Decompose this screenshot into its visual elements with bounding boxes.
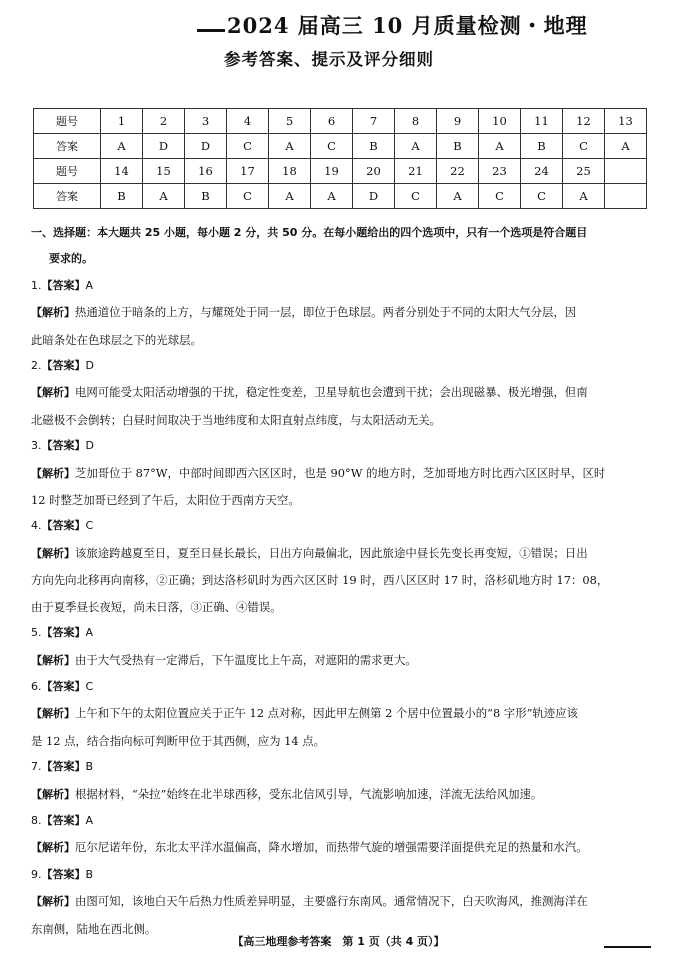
table-cell: 3 (185, 109, 227, 134)
page-subtitle: 参考答案、提示及评分细则 (224, 50, 434, 69)
table-cell: B (521, 134, 563, 159)
table-cell: 18 (269, 159, 311, 184)
analysis-text: 方向先向北移再向南移，②正确；到达洛杉矶时为西六区区时 19 时，西八区区时 17 时，洛杉矶地方时 17：08， (31, 573, 609, 588)
table-cell: D (185, 134, 227, 159)
row-label: 答案 (34, 134, 101, 159)
answer-tag: 【答案】 (41, 679, 86, 693)
row-label: 题号 (34, 109, 101, 134)
table-cell: D (143, 134, 185, 159)
table-cell: A (605, 134, 647, 159)
answer-tag: 【答案】 (41, 519, 86, 533)
answer-letter: D (85, 359, 94, 373)
table-cell (605, 159, 647, 184)
analysis-line (31, 728, 651, 754)
analysis-tag: 【解析】 (31, 653, 75, 667)
table-cell: A (101, 134, 143, 159)
table-cell: A (269, 134, 311, 159)
table-cell: C (227, 184, 269, 209)
table-cell: 9 (437, 109, 479, 134)
analysis-text: 由于大气受热有一定滞后，下午温度比上午高，对遮阳的需求更大。 (75, 652, 417, 667)
analysis-line (31, 379, 651, 406)
page-title: 2024 届高三 10 月质量检测・地理 (227, 13, 588, 38)
analysis-line (31, 327, 651, 353)
question-answer-line (31, 808, 651, 834)
table-cell: B (101, 184, 143, 209)
table-cell: A (395, 134, 437, 159)
table-cell: A (437, 184, 479, 209)
analysis-text: 是 12 点，结合指向标可判断甲位于其西侧，应为 14 点。 (31, 733, 326, 748)
table-cell: A (563, 184, 605, 209)
table-cell (605, 184, 647, 209)
table-cell: 11 (521, 109, 563, 134)
table-cell: C (227, 134, 269, 159)
analysis-tag: 【解析】 (31, 466, 75, 480)
question-answer-line (31, 353, 651, 379)
analysis-line (31, 540, 651, 567)
analysis-line (31, 299, 651, 326)
table-row (34, 159, 647, 184)
table-cell: 12 (563, 109, 605, 134)
analysis-text: 电网可能受太阳活动增强的干扰，稳定性变差，卫星导航也会遭到干扰；会出现磁暴、极光增强，但南 (75, 385, 588, 400)
table-cell: 24 (521, 159, 563, 184)
table-cell: 23 (479, 159, 521, 184)
answer-tag: 【答案】 (41, 439, 86, 453)
table-cell: B (185, 184, 227, 209)
table-cell: A (143, 184, 185, 209)
table-cell: 17 (227, 159, 269, 184)
analysis-tag: 【解析】 (31, 546, 75, 560)
analysis-line (31, 700, 651, 727)
footer-rule (604, 946, 651, 948)
question-answer-line (31, 862, 651, 888)
answer-content (31, 220, 651, 942)
analysis-line (31, 888, 651, 915)
answer-letter: D (85, 439, 94, 453)
analysis-line (31, 594, 651, 620)
table-cell: 7 (353, 109, 395, 134)
analysis-text: 该旅途跨越夏至日，夏至日昼长最长，日出方向最偏北，因此旅途中昼长先变长再变短，①错误；日出 (75, 545, 588, 560)
table-cell: 2 (143, 109, 185, 134)
question-number: 7. (31, 760, 42, 774)
answer-letter: C (85, 679, 94, 693)
table-cell: 4 (227, 109, 269, 134)
analysis-tag: 【解析】 (31, 386, 75, 400)
question-answer-line (31, 513, 651, 539)
question-number: 5. (31, 626, 42, 640)
table-cell: C (521, 184, 563, 209)
answer-tag: 【答案】 (41, 626, 86, 640)
table-cell: 10 (479, 109, 521, 134)
analysis-text: 上午和下午的太阳位置应关于正午 12 点对称，因此甲左侧第 2 个居中位置最小的“8 字形”轨迹应该 (75, 706, 578, 721)
analysis-line (31, 781, 651, 808)
answer-letter: B (85, 760, 94, 774)
answer-letter: B (85, 867, 94, 881)
table-cell: 21 (395, 159, 437, 184)
analysis-text: 东南侧，陆地在西北侧。 (31, 921, 157, 936)
table-cell: 13 (605, 109, 647, 134)
table-cell: C (395, 184, 437, 209)
table-cell: A (269, 184, 311, 209)
row-label: 题号 (34, 159, 101, 184)
answer-letter: A (85, 626, 94, 640)
question-number: 2. (31, 359, 42, 373)
answer-letter: A (85, 278, 94, 292)
question-answer-line (31, 754, 651, 780)
question-answer-line (31, 273, 651, 299)
analysis-line (31, 487, 651, 513)
title-underline (197, 29, 225, 32)
analysis-text: 热通道位于暗条的上方，与耀斑处于同一层，即位于色球层。两者分别处于不同的太阳大气分层，因 (75, 305, 577, 320)
analysis-text: 芝加哥位于 87°W，中部时间即西六区区时，也是 90°W 的地方时，芝加哥地方时比西六区区时早，区时 (75, 465, 606, 480)
section-heading-cont: 要求的。 (49, 252, 93, 266)
table-row (34, 109, 647, 134)
table-cell: C (479, 184, 521, 209)
table-cell: B (353, 134, 395, 159)
analysis-text: 由图可知，该地白天午后热力性质差异明显，主要盛行东南风。通常情况下，白天吹海风，推测海洋在 (75, 894, 588, 909)
page-footer: 【高三地理参考答案 第 1 页（共 4 页）】 (232, 935, 445, 948)
table-cell: D (353, 184, 395, 209)
analysis-tag: 【解析】 (31, 707, 75, 721)
table-cell: 25 (563, 159, 605, 184)
table-row (34, 134, 647, 159)
question-number: 9. (31, 867, 42, 881)
question-answer-line (31, 674, 651, 700)
table-cell: A (311, 184, 353, 209)
analysis-tag: 【解析】 (31, 306, 75, 320)
table-cell: 16 (185, 159, 227, 184)
table-cell: 5 (269, 109, 311, 134)
table-cell: 8 (395, 109, 437, 134)
table-cell: B (437, 134, 479, 159)
question-list (31, 273, 651, 942)
question-number: 1. (31, 278, 42, 292)
analysis-line (31, 567, 651, 593)
analysis-text: 12 时整芝加哥已经到了午后，太阳位于西南方天空。 (31, 493, 300, 508)
table-cell: 19 (311, 159, 353, 184)
analysis-text: 由于夏季昼长夜短，尚未日落，③正确、④错误。 (31, 599, 282, 614)
question-number: 3. (31, 439, 42, 453)
row-label: 答案 (34, 184, 101, 209)
analysis-tag: 【解析】 (31, 787, 75, 801)
analysis-text: 此暗条处在色球层之下的光球层。 (31, 332, 202, 347)
table-cell: 1 (101, 109, 143, 134)
answer-tag: 【答案】 (41, 867, 86, 881)
analysis-line (31, 647, 651, 674)
table-cell: 22 (437, 159, 479, 184)
answer-tag: 【答案】 (41, 278, 86, 292)
table-cell: A (479, 134, 521, 159)
answer-tag: 【答案】 (41, 813, 86, 827)
analysis-line (31, 460, 651, 487)
answer-letter: A (85, 813, 94, 827)
answer-tag: 【答案】 (41, 760, 86, 774)
table-cell: 15 (143, 159, 185, 184)
answer-table (33, 108, 647, 209)
question-number: 8. (31, 813, 42, 827)
analysis-text: 根据材料，“朵拉”始终在北半球西移，受东北信风引导，气流影响加速，洋流无法给风加速。 (75, 786, 543, 801)
analysis-tag: 【解析】 (31, 841, 75, 855)
question-number: 6. (31, 679, 42, 693)
table-cell: 6 (311, 109, 353, 134)
analysis-text: 北磁极不会倒转；白昼时间取决于当地纬度和太阳直射点纬度，与太阳活动无关。 (31, 412, 442, 427)
question-answer-line (31, 433, 651, 459)
answer-tag: 【答案】 (41, 359, 86, 373)
table-cell: 20 (353, 159, 395, 184)
section-heading: 一、选择题：本大题共 25 小题，每小题 2 分，共 50 分。在每小题给出的四个选项中，只有一个选项是符合题目 (31, 226, 588, 239)
answer-letter: C (85, 519, 94, 533)
analysis-line (31, 834, 651, 861)
table-cell: 14 (101, 159, 143, 184)
table-row (34, 184, 647, 209)
table-cell: C (563, 134, 605, 159)
analysis-line (31, 407, 651, 433)
question-number: 4. (31, 519, 42, 533)
analysis-tag: 【解析】 (31, 895, 75, 909)
analysis-text: 厄尔尼诺年份，东北太平洋水温偏高，降水增加，而热带气旋的增强需要洋面提供充足的热量和水汽。 (75, 840, 588, 855)
table-cell: C (311, 134, 353, 159)
question-answer-line (31, 620, 651, 646)
